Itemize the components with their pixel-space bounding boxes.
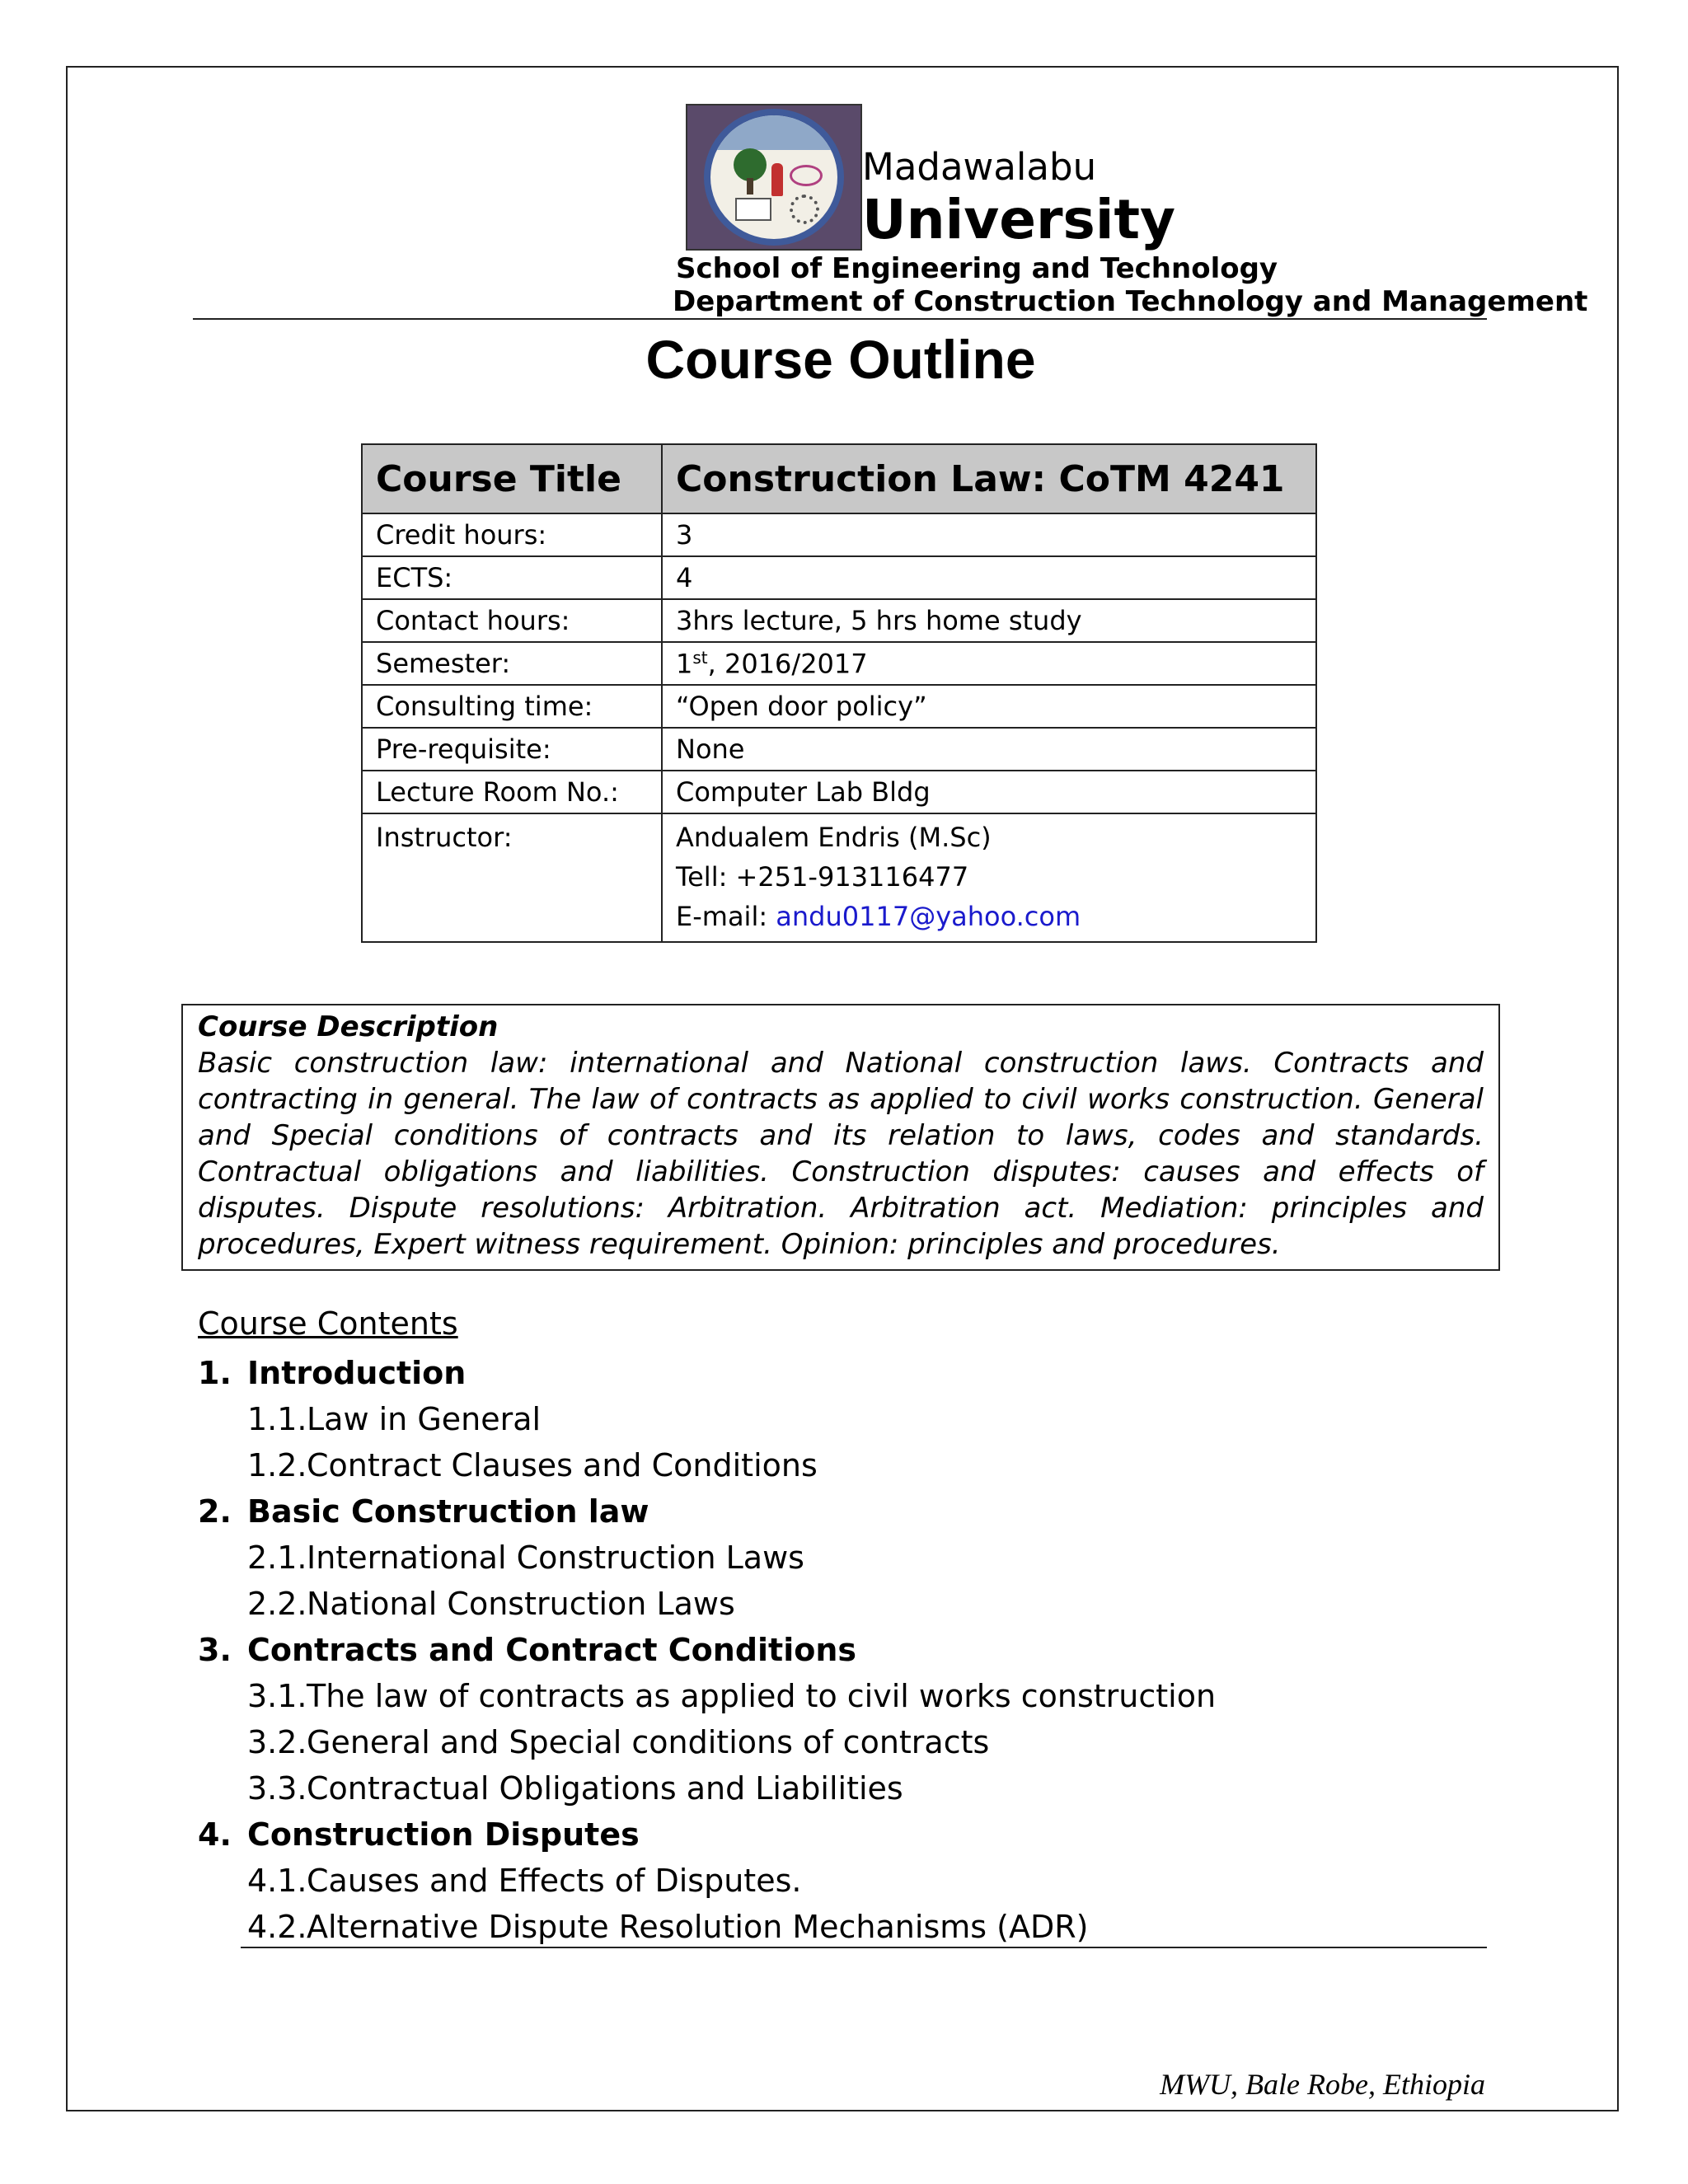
university-seal-icon — [686, 104, 862, 251]
sub-title: The law of contracts as applied to civil works construction — [307, 1678, 1217, 1714]
row-value: 3hrs lecture, 5 hrs home study — [662, 599, 1316, 642]
course-description-box — [181, 1004, 1500, 1271]
list-item — [198, 1581, 1216, 1627]
row-label: Semester: — [362, 642, 662, 685]
row-value — [662, 642, 1316, 685]
sub-number: 1.2. — [247, 1447, 307, 1483]
instructor-tel: Tell: +251-913116477 — [676, 861, 969, 893]
section-number: 1. — [198, 1355, 232, 1391]
course-info-table — [361, 443, 1317, 943]
table-row — [362, 685, 1316, 728]
list-item — [198, 1765, 1216, 1811]
list-item — [198, 1488, 1216, 1535]
list-item — [198, 1396, 1216, 1442]
email-link[interactable]: andu0117@yahoo.com — [776, 901, 1081, 932]
table-header-row — [362, 444, 1316, 513]
course-contents-label: Course Contents — [198, 1305, 458, 1342]
page-title: Course Outline — [645, 329, 1036, 390]
row-value: Computer Lab Bldg — [662, 771, 1316, 813]
instructor-email-line — [676, 897, 1302, 936]
list-item — [198, 1858, 1216, 1904]
description-body: Basic construction law: international and National construction laws. Contracts and contracting in general. The law of contracts as applied to civil works construction. General and Special conditions of contracts and its relation to laws, codes and standards. Contractual obligations and liabilities. Construction disputes: causes and effects of disputes. Dispute resolutions: Arbitration. Arbitration act. Mediation: principles and procedures, Expert witness requirement. Opinion: principles and procedures. — [198, 1047, 1484, 1261]
table-row — [362, 771, 1316, 813]
row-value: 3 — [662, 513, 1316, 556]
table-row-instructor — [362, 813, 1316, 942]
contents-divider — [241, 1947, 1487, 1948]
section-title: Introduction — [247, 1355, 467, 1391]
sub-title: Contract Clauses and Conditions — [307, 1447, 818, 1483]
sub-title: Law in General — [307, 1401, 542, 1437]
sub-title: International Construction Laws — [307, 1540, 804, 1576]
list-item — [198, 1673, 1216, 1719]
sub-number: 3.3. — [247, 1770, 307, 1807]
sub-number: 3.2. — [247, 1724, 307, 1760]
list-item — [198, 1811, 1216, 1858]
instructor-details — [662, 813, 1316, 942]
university-name-line2: University — [862, 188, 1176, 251]
list-item — [198, 1350, 1216, 1396]
school-name: School of Engineering and Technology — [676, 252, 1278, 285]
course-title-value: Construction Law: CoTM 4241 — [662, 444, 1316, 513]
table-row — [362, 599, 1316, 642]
row-label: Contact hours: — [362, 599, 662, 642]
university-name-line1: Madawalabu — [862, 145, 1097, 189]
table-row — [362, 728, 1316, 771]
course-contents-list — [198, 1350, 1216, 1950]
sub-title: Alternative Dispute Resolution Mechanisms (ADR) — [307, 1909, 1089, 1945]
semester-number: 1 — [676, 648, 693, 680]
row-value: “Open door policy” — [662, 685, 1316, 728]
sub-number: 4.2. — [247, 1909, 307, 1945]
page-footer: MWU, Bale Robe, Ethiopia — [1160, 2068, 1485, 2101]
row-label: Pre-requisite: — [362, 728, 662, 771]
row-label: Credit hours: — [362, 513, 662, 556]
section-number: 2. — [198, 1493, 232, 1530]
section-number: 4. — [198, 1816, 232, 1853]
section-number: 3. — [198, 1632, 232, 1668]
sub-title: Causes and Effects of Disputes. — [307, 1863, 802, 1899]
list-item — [198, 1627, 1216, 1673]
sub-title: Contractual Obligations and Liabilities — [307, 1770, 903, 1807]
list-item — [198, 1442, 1216, 1488]
instructor-label: Instructor: — [362, 813, 662, 942]
sub-number: 4.1. — [247, 1863, 307, 1899]
seal-emblem — [704, 109, 844, 246]
row-label: Lecture Room No.: — [362, 771, 662, 813]
header-divider — [193, 318, 1487, 320]
row-label: ECTS: — [362, 556, 662, 599]
email-label: E-mail: — [676, 901, 776, 932]
section-title: Basic Construction law — [247, 1493, 649, 1530]
table-row — [362, 513, 1316, 556]
department-name: Department of Construction Technology and Management — [673, 285, 1588, 318]
table-row — [362, 556, 1316, 599]
section-title: Contracts and Contract Conditions — [247, 1632, 857, 1668]
row-value: 4 — [662, 556, 1316, 599]
row-value: None — [662, 728, 1316, 771]
description-title: Course Description — [198, 1010, 499, 1043]
sub-number: 1.1. — [247, 1401, 307, 1437]
table-row — [362, 642, 1316, 685]
row-label: Consulting time: — [362, 685, 662, 728]
instructor-name: Andualem Endris (M.Sc) — [676, 822, 992, 853]
sub-title: National Construction Laws — [307, 1586, 735, 1622]
semester-suffix: st — [692, 647, 708, 668]
sub-title: General and Special conditions of contracts — [307, 1724, 990, 1760]
section-title: Construction Disputes — [247, 1816, 640, 1853]
sub-number: 3.1. — [247, 1678, 307, 1714]
list-item — [198, 1904, 1216, 1950]
list-item — [198, 1535, 1216, 1581]
list-item — [198, 1719, 1216, 1765]
sub-number: 2.2. — [247, 1586, 307, 1622]
course-title-label: Course Title — [362, 444, 662, 513]
sub-number: 2.1. — [247, 1540, 307, 1576]
semester-year: , 2016/2017 — [707, 648, 868, 680]
